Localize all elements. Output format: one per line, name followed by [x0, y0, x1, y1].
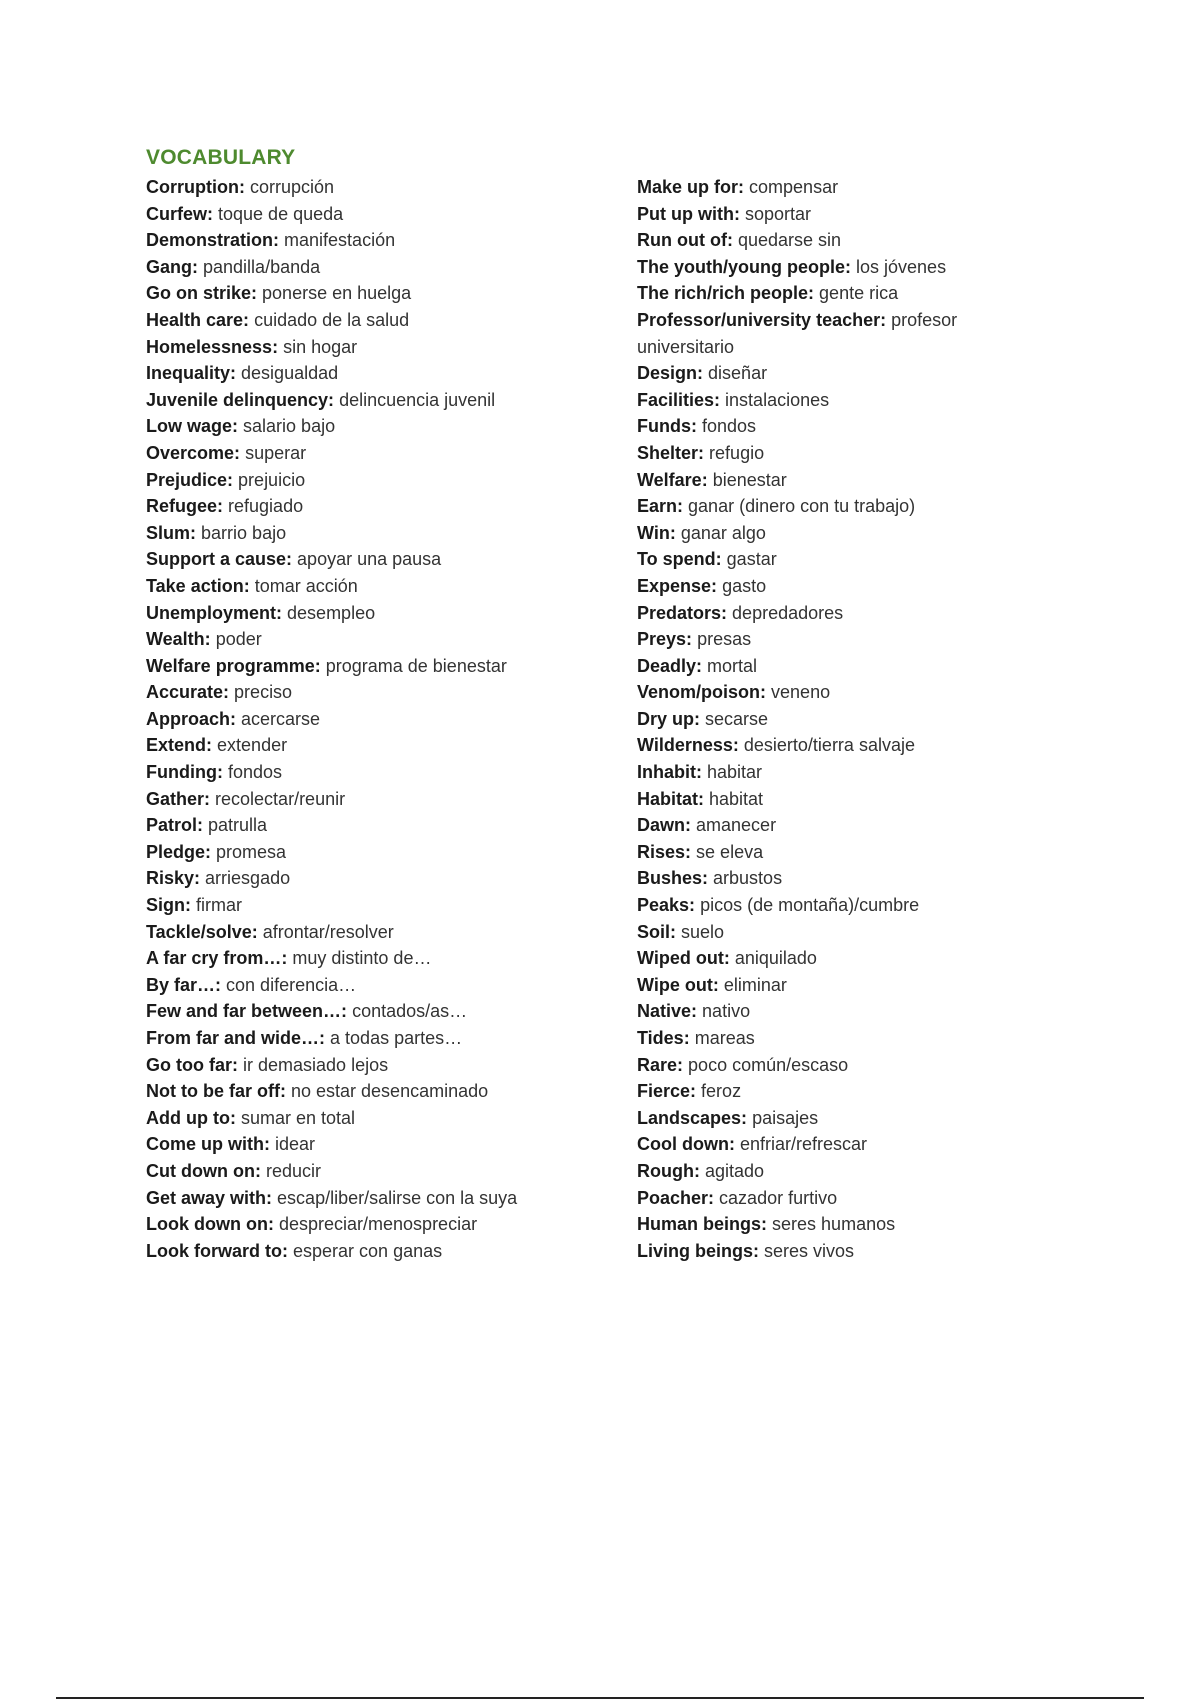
vocabulary-definition: habitar	[707, 762, 763, 783]
vocabulary-definition: poco común/escaso	[688, 1054, 849, 1075]
vocabulary-entry	[146, 307, 616, 334]
vocabulary-entry	[637, 201, 1057, 228]
vocabulary-definition: depredadores	[732, 602, 844, 623]
vocabulary-entry	[146, 732, 616, 759]
vocabulary-term: Dry up:	[637, 708, 700, 729]
vocabulary-definition: recolectar/reunir	[215, 788, 346, 809]
vocabulary-entry	[146, 360, 616, 387]
vocabulary-definition: fondos	[227, 762, 283, 783]
vocabulary-term: Sign:	[146, 895, 191, 916]
vocabulary-definition: veneno	[771, 682, 831, 703]
vocabulary-definition: eliminar	[723, 974, 787, 995]
vocabulary-term: Look forward to:	[146, 1240, 288, 1261]
vocabulary-entry	[146, 759, 616, 786]
vocabulary-term: Design:	[637, 363, 704, 384]
vocabulary-term: The rich/rich people:	[637, 283, 815, 304]
vocabulary-term: Accurate:	[146, 682, 230, 703]
vocabulary-entry	[146, 812, 616, 839]
vocabulary-entry	[146, 520, 616, 547]
vocabulary-term: Native:	[637, 1001, 698, 1022]
vocabulary-definition: sin hogar	[283, 336, 358, 357]
vocabulary-definition: ir demasiado lejos	[243, 1054, 389, 1075]
vocabulary-definition: mareas	[694, 1028, 755, 1048]
vocabulary-entry	[146, 546, 616, 573]
vocabulary-definition: preciso	[234, 682, 293, 703]
vocabulary-term: Cut down on:	[146, 1160, 261, 1181]
vocabulary-definition: bienestar	[712, 469, 787, 490]
vocabulary-definition: reducir	[265, 1160, 322, 1181]
vocabulary-entry	[637, 732, 1057, 759]
vocabulary-entry	[637, 467, 1057, 494]
vocabulary-definition: suelo	[681, 921, 725, 942]
vocabulary-term: Go too far:	[146, 1054, 238, 1075]
vocabulary-definition: pandilla/banda	[203, 256, 321, 277]
vocabulary-definition: desigualdad	[241, 363, 339, 384]
vocabulary-definition: patrulla	[208, 815, 268, 836]
vocabulary-definition: toque de queda	[218, 203, 344, 224]
vocabulary-entry	[146, 706, 616, 733]
vocabulary-definition: feroz	[701, 1081, 742, 1102]
vocabulary-definition: prejuicio	[238, 469, 306, 490]
vocabulary-entry	[146, 413, 616, 440]
vocabulary-definition: habitat	[709, 788, 764, 809]
vocabulary-entry	[637, 413, 1057, 440]
vocabulary-definition: tomar acción	[254, 575, 358, 596]
vocabulary-term: Landscapes:	[637, 1107, 748, 1128]
vocabulary-entry	[637, 227, 1057, 254]
vocabulary-term: Professor/university teacher:	[637, 309, 887, 330]
vocabulary-term: Rises:	[637, 841, 692, 862]
vocabulary-entry	[146, 626, 616, 653]
vocabulary-term: Shelter:	[637, 442, 705, 463]
vocabulary-term: Approach:	[146, 708, 236, 729]
vocabulary-definition: soportar	[745, 203, 812, 224]
vocabulary-definition: paisajes	[752, 1107, 819, 1128]
vocabulary-entry	[637, 998, 1057, 1025]
vocabulary-term: A far cry from…:	[146, 948, 288, 969]
vocabulary-entry	[637, 1052, 1057, 1079]
vocabulary-term: Facilities:	[637, 389, 721, 410]
vocabulary-term: By far…:	[146, 974, 222, 995]
vocabulary-entry	[146, 998, 616, 1025]
vocabulary-definition: amanecer	[696, 815, 777, 836]
vocabulary-definition: ganar (dinero con tu trabajo)	[688, 496, 916, 517]
vocabulary-term: Extend:	[146, 735, 213, 756]
vocabulary-term: Predators:	[637, 602, 728, 623]
vocabulary-entry	[637, 865, 1057, 892]
vocabulary-definition: apoyar una pausa	[297, 549, 442, 570]
vocabulary-entry	[637, 520, 1057, 547]
vocabulary-definition: muy distinto de…	[292, 948, 432, 969]
vocabulary-definition: fondos	[702, 416, 757, 437]
vocabulary-definition: a todas partes…	[330, 1028, 463, 1048]
vocabulary-term: Run out of:	[637, 230, 733, 251]
vocabulary-entry	[146, 892, 616, 919]
vocabulary-term: Homelessness:	[146, 336, 279, 357]
vocabulary-term: Living beings:	[637, 1240, 760, 1261]
vocabulary-term: Tackle/solve:	[146, 921, 258, 942]
vocabulary-entry	[146, 945, 616, 972]
vocabulary-entry	[146, 1052, 616, 1079]
vocabulary-term: Pledge:	[146, 841, 212, 862]
vocabulary-term: Risky:	[146, 868, 201, 889]
vocabulary-term: Health care:	[146, 309, 250, 330]
vocabulary-definition: picos (de montaña)/cumbre	[700, 895, 920, 916]
vocabulary-definition: ganar algo	[680, 522, 766, 543]
vocabulary-definition: corrupción	[250, 177, 335, 197]
vocabulary-definition: gasto	[722, 575, 767, 596]
vocabulary-definition: manifestación	[284, 230, 396, 251]
vocabulary-term: Rare:	[637, 1054, 684, 1075]
vocabulary-definition: compensar	[749, 177, 839, 197]
vocabulary-right-column	[637, 174, 1057, 1264]
vocabulary-entry	[637, 812, 1057, 839]
vocabulary-term: Add up to:	[146, 1107, 236, 1128]
vocabulary-entry	[637, 839, 1057, 866]
vocabulary-term: Dawn:	[637, 815, 691, 836]
vocabulary-term: Not to be far off:	[146, 1081, 286, 1102]
vocabulary-term: Overcome:	[146, 442, 241, 463]
vocabulary-entry	[637, 892, 1057, 919]
vocabulary-definition: no estar desencaminado	[291, 1081, 489, 1102]
vocabulary-definition: se eleva	[696, 841, 764, 862]
vocabulary-entry	[637, 945, 1057, 972]
vocabulary-definition: salario bajo	[243, 416, 336, 437]
vocabulary-term: From far and wide…:	[146, 1028, 326, 1048]
vocabulary-entry	[146, 865, 616, 892]
vocabulary-entry	[146, 254, 616, 281]
vocabulary-entry	[637, 280, 1057, 307]
vocabulary-definition: superar	[245, 442, 307, 463]
vocabulary-term: Welfare programme:	[146, 655, 321, 676]
vocabulary-term: Win:	[637, 522, 676, 543]
vocabulary-definition: despreciar/menospreciar	[278, 1214, 478, 1235]
vocabulary-definition: desempleo	[287, 602, 376, 623]
vocabulary-term: The youth/young people:	[637, 256, 851, 277]
vocabulary-entry	[146, 467, 616, 494]
vocabulary-entry	[637, 254, 1057, 281]
vocabulary-definition: ponerse en huelga	[262, 283, 412, 304]
vocabulary-term: Cool down:	[637, 1134, 735, 1155]
vocabulary-term: Gang:	[146, 256, 198, 277]
vocabulary-definition: diseñar	[708, 363, 768, 384]
vocabulary-term: Gather:	[146, 788, 211, 809]
vocabulary-left-column	[146, 174, 616, 1264]
vocabulary-definition: escap/liber/salirse con la suya	[277, 1187, 518, 1208]
vocabulary-definition: barrio bajo	[201, 522, 287, 543]
vocabulary-entry	[637, 360, 1057, 387]
vocabulary-entry	[637, 493, 1057, 520]
vocabulary-term: Deadly:	[637, 655, 703, 676]
vocabulary-term: Patrol:	[146, 815, 204, 836]
vocabulary-entry	[146, 1078, 616, 1105]
vocabulary-definition: firmar	[196, 895, 243, 916]
vocabulary-entry	[146, 653, 616, 680]
vocabulary-term: Expense:	[637, 575, 718, 596]
vocabulary-term: Rough:	[637, 1160, 700, 1181]
vocabulary-term: Slum:	[146, 522, 197, 543]
vocabulary-entry	[637, 679, 1057, 706]
vocabulary-entry	[146, 972, 616, 999]
vocabulary-entry	[637, 786, 1057, 813]
vocabulary-entry	[146, 919, 616, 946]
vocabulary-entry	[146, 201, 616, 228]
vocabulary-term: Human beings:	[637, 1214, 768, 1235]
vocabulary-term: Wiped out:	[637, 948, 730, 969]
vocabulary-definition: acercarse	[241, 708, 321, 729]
vocabulary-entry	[637, 600, 1057, 627]
vocabulary-entry	[637, 1078, 1057, 1105]
vocabulary-entry	[146, 1185, 616, 1212]
footer-divider	[56, 1697, 1144, 1699]
vocabulary-definition: idear	[275, 1134, 316, 1155]
vocabulary-entry	[146, 227, 616, 254]
vocabulary-term: Corruption:	[146, 177, 245, 197]
vocabulary-term: Wipe out:	[637, 974, 719, 995]
vocabulary-definition: arbustos	[713, 868, 783, 889]
vocabulary-entry	[146, 839, 616, 866]
vocabulary-term: Curfew:	[146, 203, 213, 224]
vocabulary-entry	[146, 174, 616, 201]
vocabulary-entry	[637, 919, 1057, 946]
vocabulary-entry	[637, 1211, 1057, 1238]
vocabulary-term: Fierce:	[637, 1081, 697, 1102]
vocabulary-definition: gastar	[726, 549, 777, 570]
vocabulary-entry	[637, 1131, 1057, 1158]
vocabulary-definition: desierto/tierra salvaje	[743, 735, 915, 756]
vocabulary-entry	[637, 1238, 1057, 1265]
vocabulary-entry	[637, 174, 1057, 201]
vocabulary-term: Bushes:	[637, 868, 709, 889]
vocabulary-entry	[637, 706, 1057, 733]
vocabulary-term: Take action:	[146, 575, 250, 596]
vocabulary-term: Funding:	[146, 762, 223, 783]
vocabulary-term: Few and far between…:	[146, 1001, 348, 1022]
vocabulary-term: Low wage:	[146, 416, 239, 437]
vocabulary-term: Venom/poison:	[637, 682, 767, 703]
vocabulary-entry	[146, 493, 616, 520]
vocabulary-entry	[146, 280, 616, 307]
vocabulary-entry	[146, 1211, 616, 1238]
vocabulary-entry	[146, 1025, 616, 1052]
vocabulary-definition: esperar con ganas	[293, 1240, 443, 1261]
vocabulary-entry	[146, 1238, 616, 1265]
vocabulary-definition: cuidado de la salud	[254, 309, 410, 330]
vocabulary-definition: agitado	[705, 1160, 765, 1181]
vocabulary-entry	[146, 440, 616, 467]
vocabulary-definition: nativo	[702, 1001, 751, 1022]
vocabulary-entry	[637, 307, 1057, 360]
vocabulary-term: Juvenile delinquency:	[146, 389, 335, 410]
vocabulary-term: Refugee:	[146, 496, 224, 517]
vocabulary-term: Unemployment:	[146, 602, 283, 623]
vocabulary-term: Welfare:	[637, 469, 708, 490]
vocabulary-definition: cazador furtivo	[719, 1187, 838, 1208]
vocabulary-term: Soil:	[637, 921, 676, 942]
vocabulary-definition: sumar en total	[240, 1107, 356, 1128]
vocabulary-term: Preys:	[637, 629, 693, 650]
vocabulary-entry	[637, 653, 1057, 680]
vocabulary-term: Put up with:	[637, 203, 740, 224]
vocabulary-definition: refugiado	[228, 496, 304, 517]
vocabulary-definition: los jóvenes	[856, 256, 947, 277]
vocabulary-definition: mortal	[707, 655, 758, 676]
vocabulary-term: Wilderness:	[637, 735, 739, 756]
vocabulary-term: Make up for:	[637, 177, 745, 197]
vocabulary-entry	[146, 1158, 616, 1185]
vocabulary-term: Get away with:	[146, 1187, 273, 1208]
vocabulary-entry	[637, 546, 1057, 573]
document-title: VOCABULARY	[146, 146, 296, 169]
vocabulary-definition: presas	[697, 629, 752, 650]
vocabulary-term: Support a cause:	[146, 549, 293, 570]
vocabulary-entry	[637, 972, 1057, 999]
vocabulary-entry	[637, 1025, 1057, 1052]
vocabulary-definition: delincuencia juvenil	[339, 389, 496, 410]
vocabulary-term: Poacher:	[637, 1187, 715, 1208]
vocabulary-entry	[146, 600, 616, 627]
vocabulary-entry	[637, 440, 1057, 467]
vocabulary-entry	[146, 1105, 616, 1132]
vocabulary-term: Prejudice:	[146, 469, 234, 490]
vocabulary-definition: poder	[215, 629, 262, 650]
vocabulary-definition: enfriar/refrescar	[740, 1134, 868, 1155]
vocabulary-term: Look down on:	[146, 1214, 274, 1235]
vocabulary-definition: arriesgado	[205, 868, 291, 889]
vocabulary-entry	[637, 1185, 1057, 1212]
vocabulary-definition: profesor universitario	[637, 309, 958, 357]
vocabulary-term: Inequality:	[146, 363, 237, 384]
vocabulary-term: Tides:	[637, 1028, 690, 1048]
vocabulary-term: Earn:	[637, 496, 684, 517]
vocabulary-definition: instalaciones	[725, 389, 830, 410]
vocabulary-entry	[146, 679, 616, 706]
vocabulary-entry	[146, 387, 616, 414]
vocabulary-term: Peaks:	[637, 895, 696, 916]
vocabulary-entry	[637, 1158, 1057, 1185]
vocabulary-term: Habitat:	[637, 788, 704, 809]
vocabulary-definition: seres humanos	[772, 1214, 896, 1235]
vocabulary-entry	[146, 786, 616, 813]
vocabulary-term: Wealth:	[146, 629, 211, 650]
vocabulary-definition: con diferencia…	[226, 974, 357, 995]
vocabulary-definition: contados/as…	[352, 1001, 468, 1022]
vocabulary-definition: gente rica	[819, 283, 899, 304]
vocabulary-entry	[637, 573, 1057, 600]
vocabulary-entry	[146, 334, 616, 361]
vocabulary-entry	[146, 1131, 616, 1158]
vocabulary-definition: extender	[217, 735, 288, 756]
vocabulary-entry	[146, 573, 616, 600]
vocabulary-definition: programa de bienestar	[325, 655, 507, 676]
vocabulary-definition: promesa	[216, 841, 287, 862]
vocabulary-term: Demonstration:	[146, 230, 280, 251]
vocabulary-term: To spend:	[637, 549, 722, 570]
vocabulary-entry	[637, 1105, 1057, 1132]
vocabulary-definition: aniquilado	[734, 948, 817, 969]
vocabulary-entry	[637, 759, 1057, 786]
vocabulary-definition: afrontar/resolver	[262, 921, 394, 942]
vocabulary-entry	[637, 387, 1057, 414]
vocabulary-definition: seres vivos	[764, 1240, 855, 1261]
vocabulary-term: Funds:	[637, 416, 697, 437]
vocabulary-term: Go on strike:	[146, 283, 258, 304]
vocabulary-definition: secarse	[705, 708, 769, 729]
vocabulary-term: Inhabit:	[637, 762, 702, 783]
vocabulary-definition: refugio	[709, 442, 765, 463]
vocabulary-definition: quedarse sin	[737, 230, 842, 251]
vocabulary-entry	[637, 626, 1057, 653]
vocabulary-term: Come up with:	[146, 1134, 270, 1155]
